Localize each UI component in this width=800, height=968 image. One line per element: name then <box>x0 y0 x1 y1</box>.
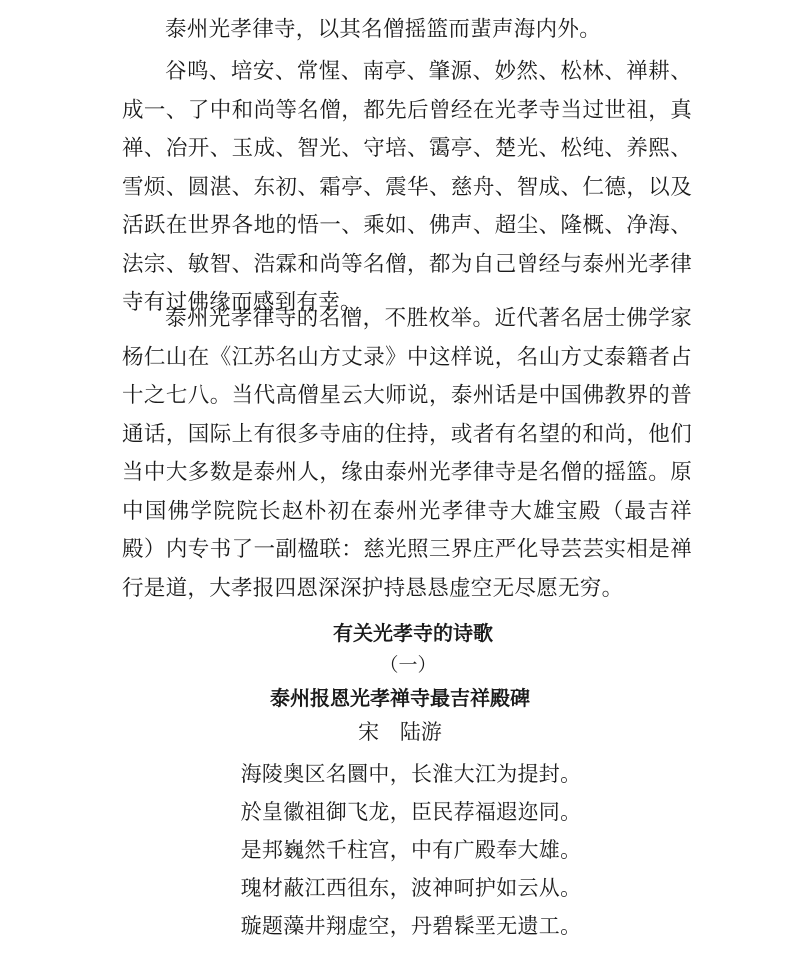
poem-author: 宋 陆游 <box>358 720 442 744</box>
poem-line: 是邦巍然千柱宫，中有广殿奉大雄。 <box>240 838 582 862</box>
poem-line: 海陵奥区名圜中，长淮大江为提封。 <box>240 762 582 786</box>
paragraph-intro: 泰州光孝律寺，以其名僧摇篮而蜚声海内外。 <box>165 17 602 42</box>
poem-line: 瑰材蔽江西徂东，波神呵护如云从。 <box>240 876 582 900</box>
section-title: 有关光孝寺的诗歌 <box>333 621 493 645</box>
paragraph-cradle-of-monks: 泰州光孝律寺的名僧，不胜枚举。近代著名居士佛学家杨仁山在《江苏名山方丈录》中这样说，名山方丈泰籍者占十之七八。当代高僧星云大师说，泰州话是中国佛教界的普通话，国际上有很多寺庙的住持，或者有名望的和尚，他们当中大多数是泰州人，缘由泰州光孝律寺是名僧的摇篮。原中国佛学院院长赵朴初在泰州光孝律寺大雄宝殿（最吉祥殿）内专书了一副楹联：慈光照三界庄严化导芸芸实相是禅行是道，大孝报四恩深深护持恳恳虚空无尽愿无穷。 <box>122 306 692 601</box>
poem-title: 泰州报恩光孝禅寺最吉祥殿碑 <box>270 686 530 710</box>
poem-number: （一） <box>379 654 437 676</box>
poem-line: 璇题藻井翔虚空，丹碧髹垩无遗工。 <box>240 914 582 938</box>
poem-lines <box>0 755 800 945</box>
paragraph-famous-monks: 谷鸣、培安、常惺、南亭、肇源、妙然、松林、禅耕、成一、了中和尚等名僧，都先后曾经在光孝寺当过世祖，真禅、冶开、玉成、智光、守培、霭亭、楚光、松纯、养熙、雪烦、圆湛、东初、霜亭、震华、慈舟、智成、仁德，以及活跃在世界各地的悟一、乘如、佛声、超尘、隆概、净海、法宗、敏智、浩霖和尚等名僧，都为自己曾经与泰州光孝律寺有过佛缘而感到有幸。 <box>122 59 692 315</box>
poem-line: 於皇徽祖御飞龙，臣民荐福遐迩同。 <box>240 800 582 824</box>
